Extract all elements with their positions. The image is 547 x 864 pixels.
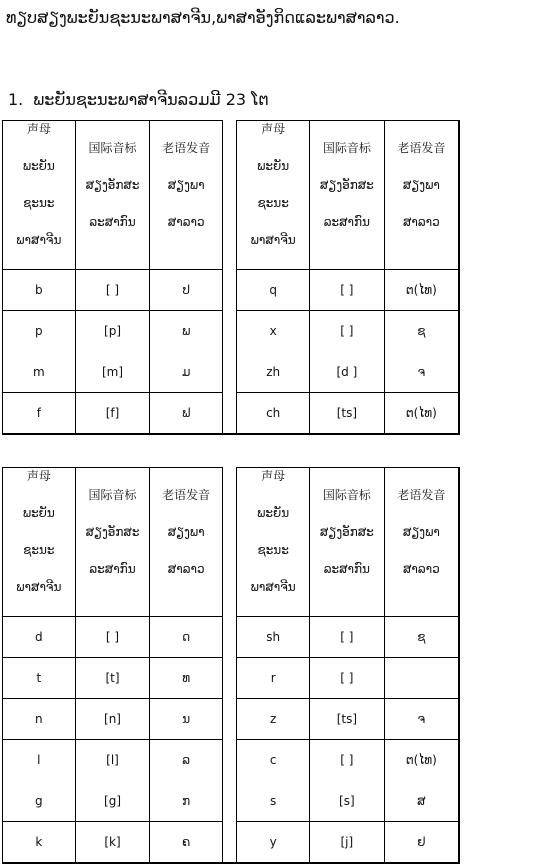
header-lao: 老语发音 ສຽງພາ ສາລາວ <box>150 121 223 270</box>
ipa-cell: [ ] [d ] <box>310 311 385 393</box>
header-initial: 声母 ພະຍັນ ຊະນະ ພາສາຈີນ <box>237 121 310 270</box>
header-lao: 老语发音 ສຽງພາ ສາລາວ <box>384 121 459 270</box>
ipa-cell: [t] <box>75 658 150 699</box>
column-gap <box>223 121 237 435</box>
header-ipa: 国际音标 ສຽງອັກສະ ລະສາກົນ <box>310 121 385 270</box>
lao-cell: ຟ <box>150 393 223 435</box>
ipa-cell: [n] <box>75 699 150 740</box>
consonant-table-1 <box>2 120 460 435</box>
pinyin-cell: b <box>3 270 76 311</box>
ipa-cell: [ ] <box>310 617 385 658</box>
pinyin-cell: n <box>3 699 76 740</box>
pinyin-cell: y <box>237 822 310 864</box>
lao-cell: ຈ <box>384 699 459 740</box>
section-number: 1. <box>8 90 24 109</box>
lao-cell: ທ <box>150 658 223 699</box>
ipa-cell: [f] <box>75 393 150 435</box>
lao-cell: ຕ(ໄທ) <box>384 393 459 435</box>
pinyin-cell: f <box>3 393 76 435</box>
header-initial: 声母 ພະຍັນ ຊະນະ ພາສາຈີນ <box>237 468 310 617</box>
ipa-cell: [ts] <box>310 393 385 435</box>
ipa-cell: [ ] <box>75 617 150 658</box>
lao-cell <box>384 658 459 699</box>
section-text: ພະຍັນຊະນະພາສາຈີນລວມມີ 23 ໂຕ <box>33 90 269 109</box>
ipa-cell: [ ] <box>310 270 385 311</box>
header-lao: 老语发音 ສຽງພາ ສາລາວ <box>150 468 223 617</box>
header-initial: 声母 ພະຍັນ ຊະນະ ພາສາຈີນ <box>3 468 76 617</box>
lao-cell: ດ <box>150 617 223 658</box>
pinyin-cell: x zh <box>237 311 310 393</box>
header-ipa: 国际音标 ສຽງອັກສະ ລະສາກົນ <box>75 121 150 270</box>
header-ipa: 国际音标 ສຽງອັກສະ ລະສາກົນ <box>310 468 385 617</box>
pinyin-cell: z <box>237 699 310 740</box>
lao-cell: ຄ <box>150 822 223 864</box>
ipa-cell: [ ] <box>310 658 385 699</box>
pinyin-cell: k <box>3 822 76 864</box>
header-initial: 声母 ພະຍັນ ຊະນະ ພາສາຈີນ <box>3 121 76 270</box>
ipa-cell: [j] <box>310 822 385 864</box>
pinyin-cell: sh <box>237 617 310 658</box>
lao-cell: ຕ(ໄທ) <box>384 270 459 311</box>
table-header-row <box>3 121 460 270</box>
pinyin-cell: c s <box>237 740 310 822</box>
pinyin-cell: ch <box>237 393 310 435</box>
pinyin-cell: q <box>237 270 310 311</box>
pinyin-cell: p m <box>3 311 76 393</box>
lao-cell: ປ <box>150 270 223 311</box>
lao-cell: ຢ <box>384 822 459 864</box>
header-ipa: 国际音标 ສຽງອັກສະ ລະສາກົນ <box>75 468 150 617</box>
ipa-cell: [p] [m] <box>75 311 150 393</box>
ipa-cell: [l] [g] <box>75 740 150 822</box>
header-lao: 老语发音 ສຽງພາ ສາລາວ <box>384 468 459 617</box>
pinyin-cell: t <box>3 658 76 699</box>
lao-cell: ຊ <box>384 617 459 658</box>
lao-cell: ຕ(ໄທ) ສ <box>384 740 459 822</box>
lao-cell: ລ ກ <box>150 740 223 822</box>
ipa-cell: [ ] [s] <box>310 740 385 822</box>
pinyin-cell: r <box>237 658 310 699</box>
ipa-cell: [ts] <box>310 699 385 740</box>
lao-cell: ພ ມ <box>150 311 223 393</box>
ipa-cell: [k] <box>75 822 150 864</box>
lao-cell: ຊ ຈ <box>384 311 459 393</box>
column-gap <box>223 468 237 864</box>
page-title: ທຽບສຽງພະຍັນຊະນະພາສາຈີນ,ພາສາອັງກິດແລະພາສາລາວ. <box>6 8 400 27</box>
consonant-table-2 <box>2 467 460 864</box>
lao-cell: ນ <box>150 699 223 740</box>
section-heading <box>8 90 269 109</box>
ipa-cell: [ ] <box>75 270 150 311</box>
pinyin-cell: d <box>3 617 76 658</box>
pinyin-cell: l g <box>3 740 76 822</box>
table-header-row <box>3 468 460 617</box>
